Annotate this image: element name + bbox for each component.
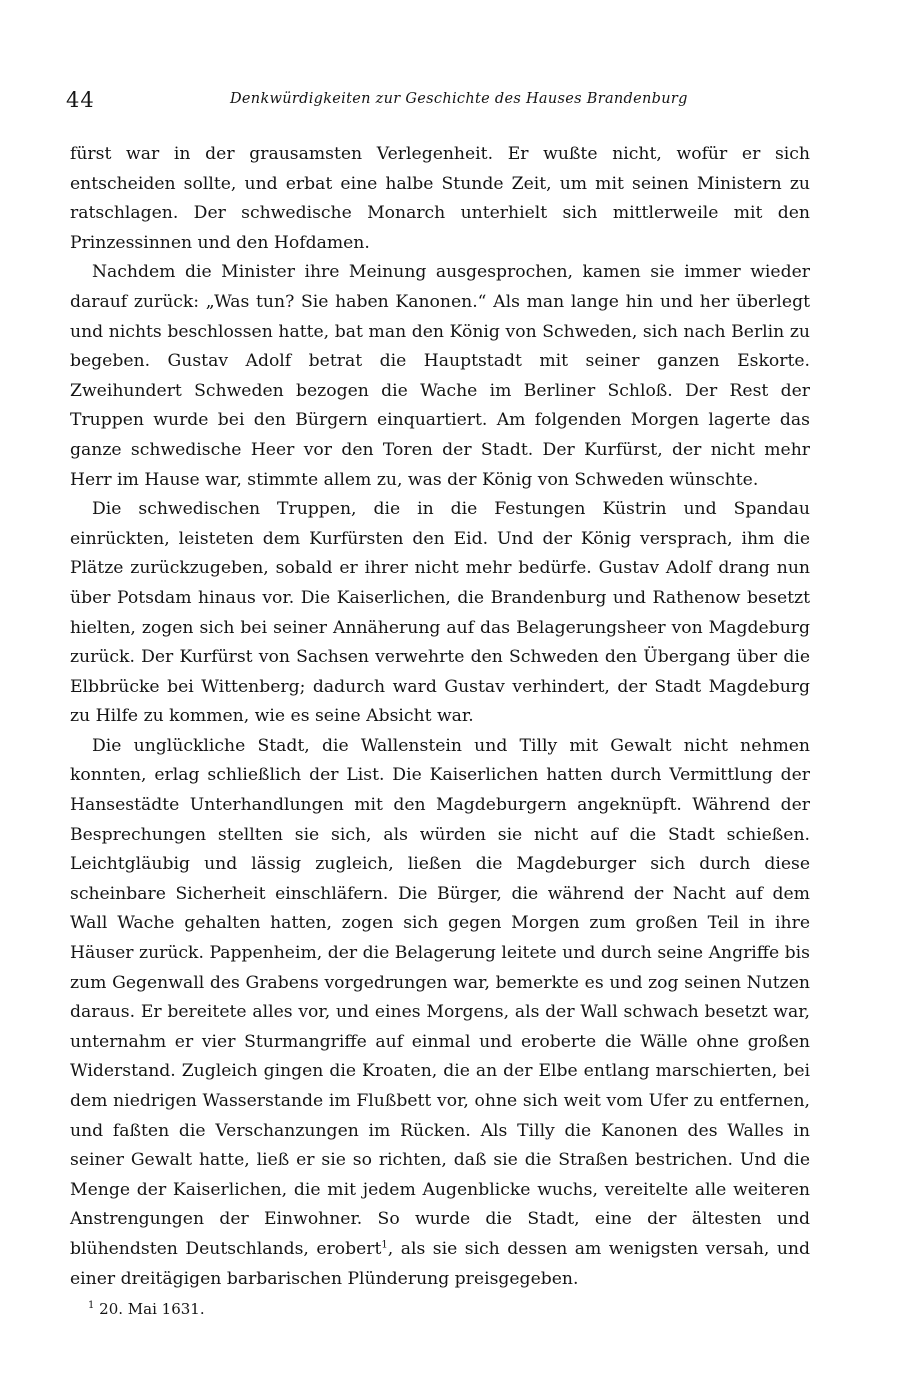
footnote-text: 20. Mai 1631. <box>99 1300 205 1318</box>
paragraph-1: fürst war in der grausamsten Verlegenheit. Er wußte nicht, wofür er sich entscheiden sollte, und erbat eine halbe Stunde Zeit, um mit seinen Ministern zu ratschlagen. Der schwedische Monarch unterhielt sich mittlerweile mit den Prinzessinnen und den Hofdamen. <box>70 144 810 253</box>
paragraph-2: Nachdem die Minister ihre Meinung ausgesprochen, kamen sie immer wieder darauf zurück: „Was tun? Sie haben Kanonen.“ Als man lange hin und her überlegt und nichts beschlossen hatte, bat man den König von Schweden, sich nach Berlin zu begeben. Gustav Adolf betrat die Hauptstadt mit seiner ganzen Eskorte. Zweihundert Schweden bezogen die Wache im Berliner Schloß. Der Rest der Truppen wurde bei den Bürgern einquartiert. Am folgenden Morgen lagerte das ganze schwedische Heer vor den Toren der Stadt. Der Kurfürst, der nicht mehr Herr im Hause war, stimmte allem zu, was der König von Schweden wünschte. <box>70 262 810 490</box>
paragraph-4-text: Die unglückliche Stadt, die Wallenstein und Tilly mit Gewalt nicht nehmen konnten, erlag schließlich der List. Die Kaiserlichen hatten durch Vermittlung der Hansestädte Unterhandlungen mit den Magdeburgern angeknüpft. Während der Besprechungen stellten sie sich, als würden sie nicht auf die Stadt schießen. Leichtgläubig und lässig zugleich, ließen die Magdeburger sich durch diese scheinbare Sicherheit einschläfern. Die Bürger, die während der Nacht auf dem Wall Wache gehalten hatten, zogen sich gegen Morgen zum großen Teil in ihre Häuser zurück. Pappenheim, der die Belagerung leitete und durch seine Angriffe bis zum Gegenwall des Grabens vorgedrungen war, bemerkte es und zog seinen Nutzen daraus. Er bereitete alles vor, und eines Morgens, als der Wall schwach besetzt war, unternahm er vier Sturmangriffe auf einmal und eroberte die Wälle ohne großen Widerstand. Zugleich gingen die Kroaten, die an der Elbe entlang marschierten, bei dem niedrigen Wasserstande im Flußbett vor, ohne sich weit vom Ufer zu entfernen, und faßten die Verschanzungen im Rücken. Als Tilly die Kanonen des Walles in seiner Gewalt hatte, ließ er sie so richten, daß sie die Straßen bestrichen. Und die Menge der Kaiserlichen, die mit jedem Augenblicke wuchs, vereitelte alle weiteren Anstrengungen der Einwohner. So wurde die Stadt, eine der ältesten und blühendsten Deutschlands, erobert <box>70 735 810 1259</box>
page-number: 44 <box>66 88 95 112</box>
footnote-marker: 1 <box>88 1300 95 1311</box>
paragraph-3: Die schwedischen Truppen, die in die Festungen Küstrin und Spandau einrückten, leisteten dem Kurfürsten den Eid. Und der König versprach, ihm die Plätze zurückzugeben, sobald er ihrer nicht mehr bedürfe. Gustav Adolf drang nun über Potsdam hinaus vor. Die Kaiserlichen, die Brandenburg und Rathenow besetzt hielten, zogen sich bei seiner Annäherung auf das Belagerungsheer von Magdeburg zurück. Der Kurfürst von Sachsen verwehrte den Schweden den Übergang über die Elbbrücke bei Wittenberg; dadurch ward Gustav verhindert, der Stadt Magdeburg zu Hilfe zu kommen, wie es seine Absicht war. <box>70 499 810 727</box>
body-text <box>70 140 810 1294</box>
page-header <box>66 88 826 116</box>
footnote-reference: 1 <box>381 1239 388 1251</box>
paragraph-4 <box>70 732 810 1294</box>
footnote <box>88 1300 205 1318</box>
running-title: Denkwürdigkeiten zur Geschichte des Hauses Brandenburg <box>230 91 688 107</box>
paragraph-4-tail: , als sie sich dessen am wenigsten versah, und einer dreitägigen barbarischen Plünderung preisgegeben. <box>70 1238 810 1289</box>
